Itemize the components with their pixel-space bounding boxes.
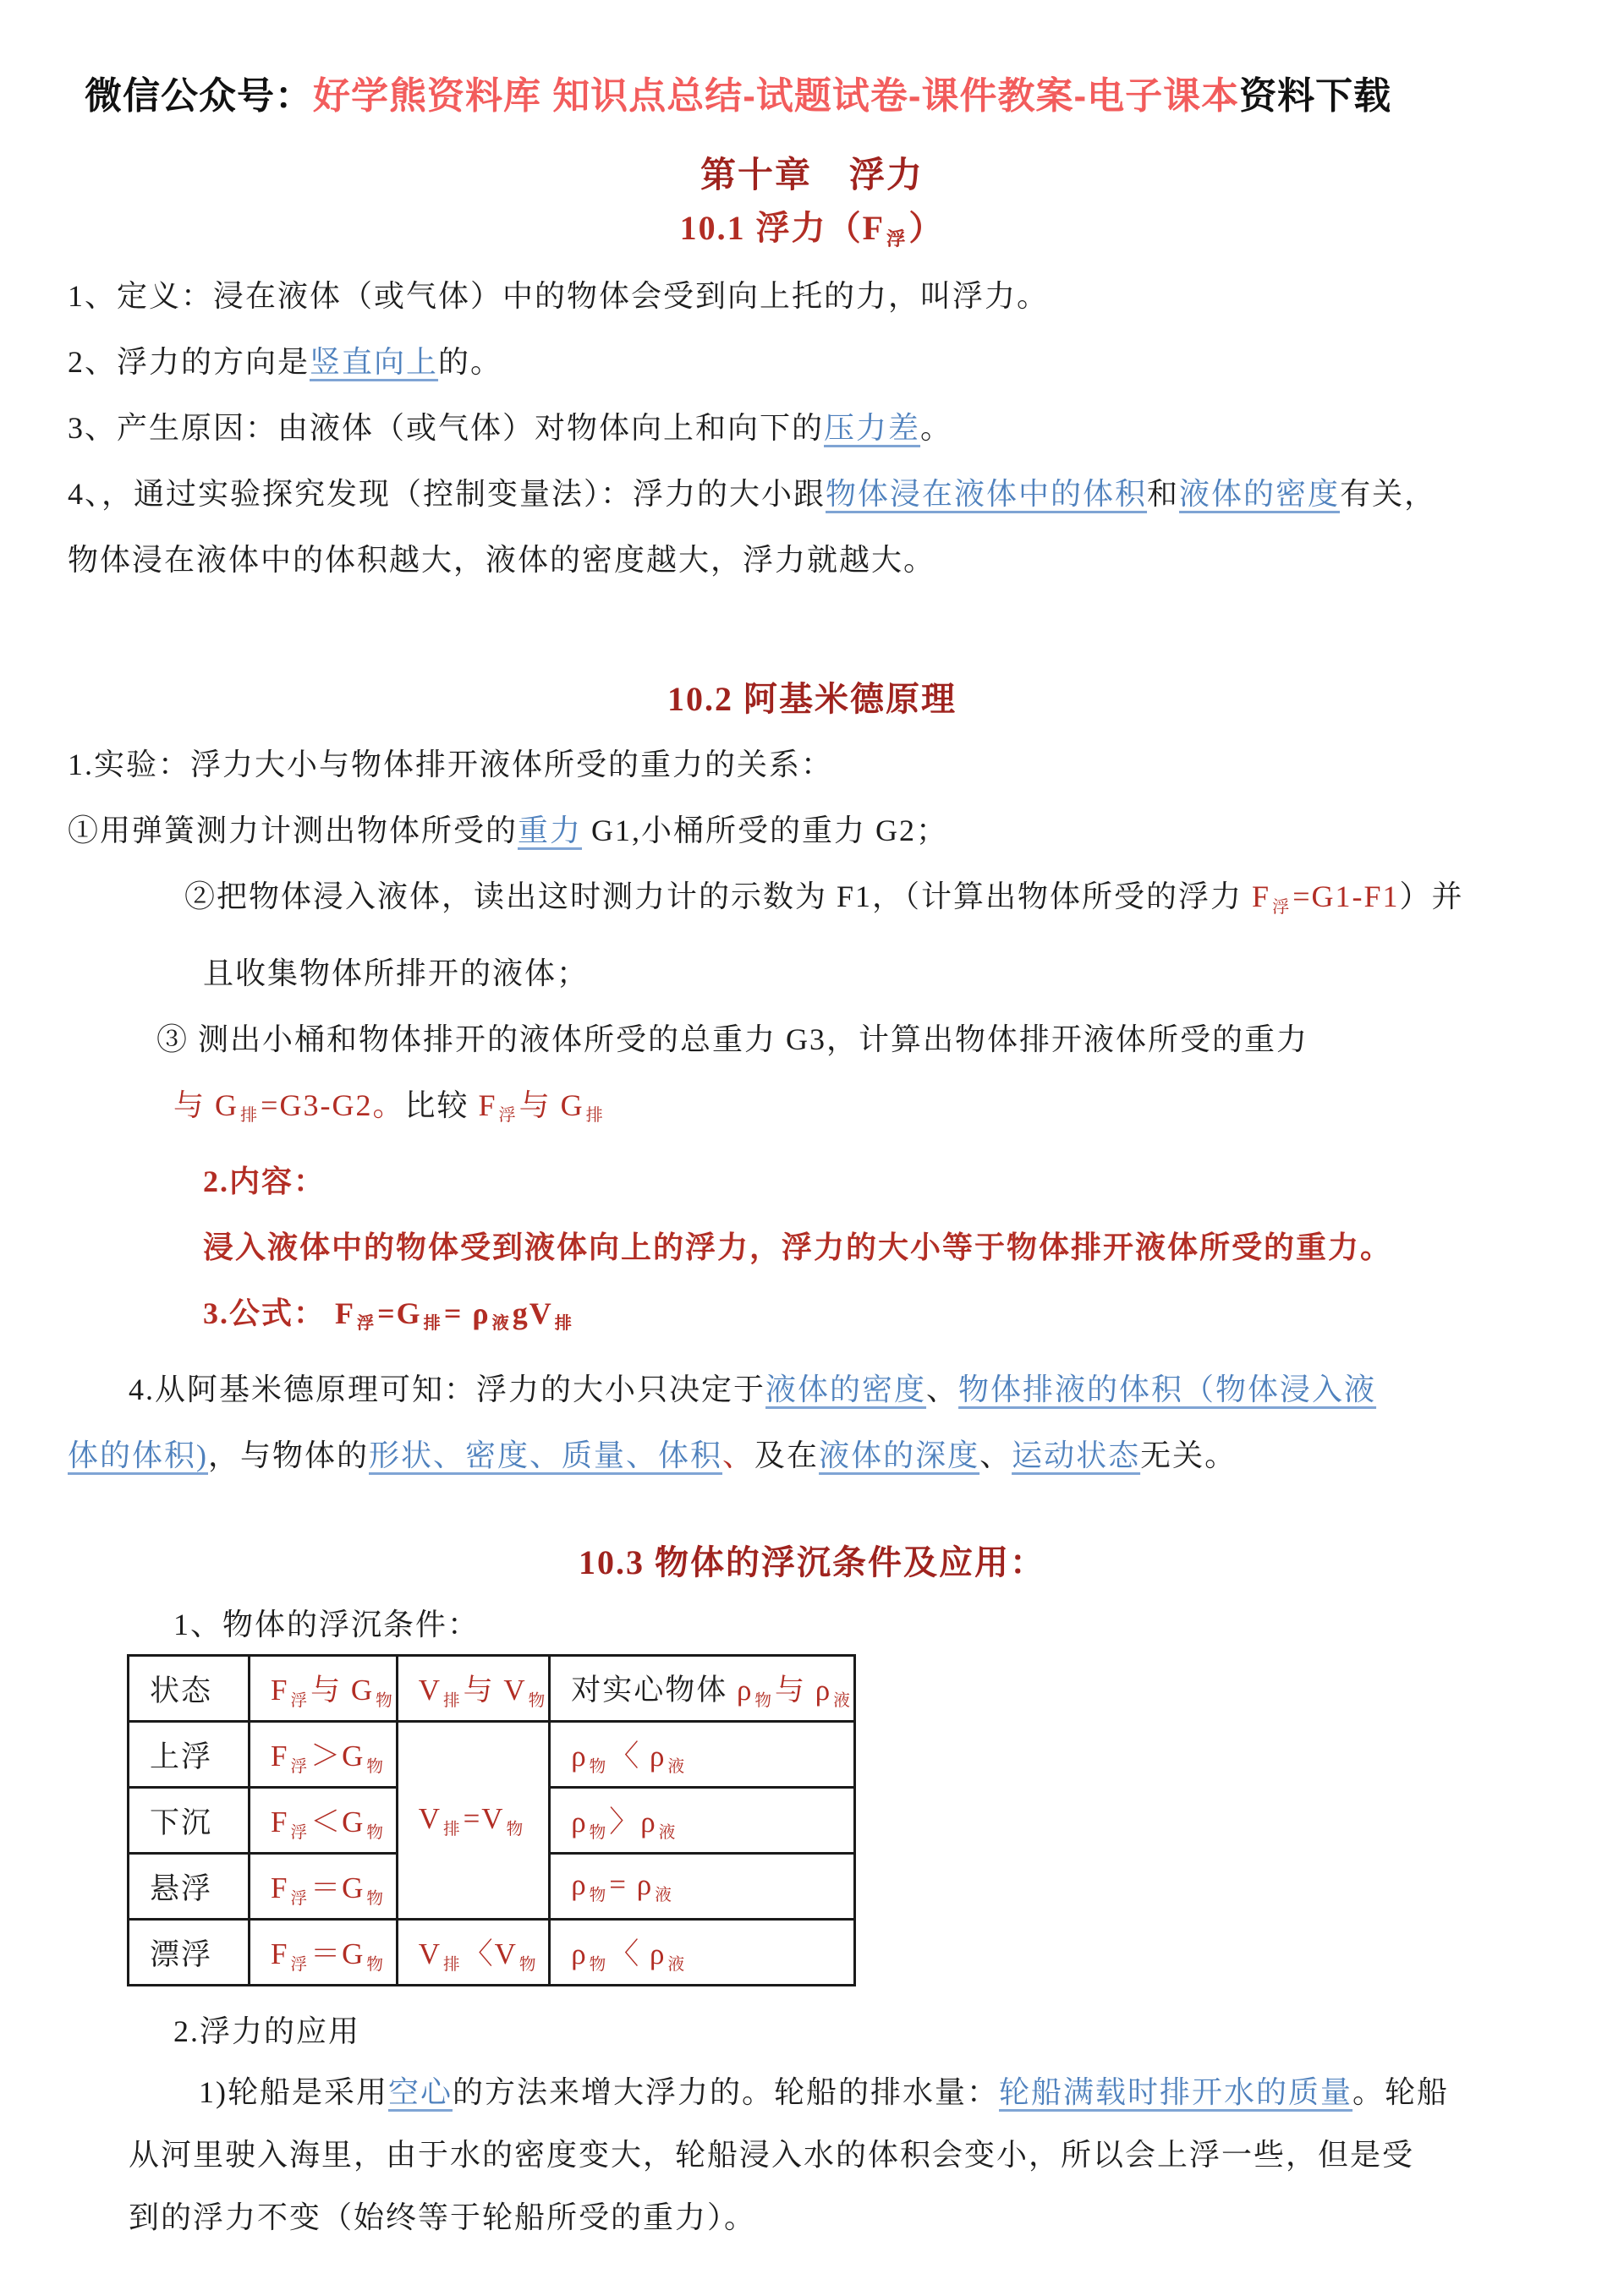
paragraph-step-1 [68,797,1556,863]
text-segment: 浮 [290,1691,310,1710]
underlined-answer-text: 液体的密度 [1179,477,1341,512]
paragraph-inference-cont [68,1422,1556,1488]
text-segment: 物 [528,1691,547,1710]
text-segment: ρ [571,1806,588,1839]
text-segment: 物 [589,1823,608,1842]
underlined-answer-text: 压力差 [824,411,921,446]
text-segment: 物 [366,1889,385,1908]
text-segment: 1、物体的浮沉条件： [173,1608,480,1642]
text-segment: 3.公式： F [203,1296,355,1331]
text-segment: 1.实验：浮力大小与物体排开液体所受的重力的关系： [68,748,834,782]
section-title-10-2: 10.2 阿基米德原理 [667,680,957,719]
text-segment: 浮 [886,228,908,250]
text-segment: F [271,1674,289,1707]
text-segment: ρ [571,1740,588,1773]
text-segment: 浮 [1272,897,1292,917]
text-segment: 物体浸在液体中的体积越大，液体的密度越大，浮力就越大。 [68,543,936,578]
cell-force [250,1920,398,1986]
text-segment: ①用弹簧测力计测出物体所受的 [68,814,518,848]
text-segment: 4、，通过实验探究发现（控制变量法）：浮力的大小跟 [68,477,826,512]
text-segment: 排 [442,1955,462,1974]
text-segment: 液 [667,1757,687,1776]
paragraph-archimedes-exp [68,732,1556,797]
text-segment: ρ [571,1868,588,1902]
text-segment: ③ 测出小桶和物体排开的液体所受的总重力 G3，计算出物体排开液体所受的重力 [156,1022,1309,1056]
underlined-answer-text: 液体的深度 [819,1438,980,1473]
text-segment: ＞G [310,1740,365,1773]
table-row-float [129,1920,855,1986]
paragraph-float-sink-conditions [68,1595,1556,1654]
text-segment: =G [377,1296,422,1331]
text-segment: 浮 [357,1314,376,1334]
section-title-10-3: 10.3 物体的浮沉条件及应用： [579,1543,1045,1582]
text-segment: F [271,1871,289,1905]
text-segment: 漂浮 [150,1937,213,1971]
text-segment: 。轮船 [1352,2075,1450,2110]
text-segment: 浮 [290,1757,310,1776]
text-segment: 从河里驶入海里，由于水的密度变大，轮船浸入水的体积会变小，所以会上浮一些，但是受 [129,2138,1415,2173]
text-segment: 浮 [290,1955,310,1974]
text-segment: 浮 [290,1823,310,1842]
underlined-answer-text: 运动状态 [1012,1438,1141,1473]
paragraph-ship-cont-2 [68,2186,1556,2249]
buoyancy-conditions-table [127,1654,856,1986]
text-segment: 物 [366,1955,385,1974]
paragraph-ship [68,2061,1556,2123]
underlined-answer-text: 物体浸在液体中的体积 [826,477,1148,512]
cell-volume [397,1920,550,1986]
paragraph-ship-cont-1 [68,2123,1556,2186]
text-segment: 浸入液体中的物体受到液体向上的浮力，浮力的大小等于物体排开液体所受的重力。 [203,1230,1393,1265]
text-segment: F [1252,879,1271,914]
cell-state [129,1788,250,1854]
paragraph-step-2-cont [68,940,1556,1006]
text-segment: F [271,1937,289,1971]
text-segment: 2.内容： [203,1164,326,1199]
text-segment: 比较 [404,1088,479,1122]
text-segment: =V [463,1802,505,1836]
text-segment: ρ [571,1937,588,1971]
text-segment: 排 [585,1106,605,1126]
text-segment: = ρ [443,1296,491,1331]
underlined-answer-text: 体的体积) [68,1438,208,1473]
text-segment: ②把物体浸入液体，读出这时测力计的示数为 F1，（计算出物体所受的浮力 [184,879,1253,914]
underlined-answer-text: 形状、密度、质量、体积 [369,1438,723,1473]
header-brand: 好学熊资料库 知识点总结-试题试卷-课件教案-电子课本 [313,75,1240,117]
text-segment: =G1-F1 [1292,879,1400,914]
text-segment: F [271,1740,289,1773]
text-segment: 液 [667,1955,687,1974]
text-segment: ＝G [310,1937,365,1971]
paragraph-direction [68,329,1556,395]
text-segment: 液 [833,1691,852,1710]
text-segment: 物 [589,1757,608,1776]
text-segment: 〈 ρ [609,1937,667,1971]
text-segment: V [418,1802,442,1836]
paragraph-experiment-factors [68,461,1556,527]
text-segment: 物 [589,1955,608,1974]
header-prefix: 微信公众号： [85,75,313,117]
text-segment: 排 [240,1106,260,1126]
text-segment: 悬浮 [150,1871,213,1905]
text-segment: 与 V [463,1674,527,1707]
cell-density [550,1788,855,1854]
cell-force [250,1722,398,1788]
text-segment: ρ [736,1674,754,1707]
underlined-answer-text: 物体排液的体积（物体浸入液 [958,1373,1377,1407]
cell-density [550,1854,855,1920]
text-segment: 、 [926,1373,959,1407]
paragraph-step-3-cont [68,1072,1556,1148]
text-segment: 、 [979,1438,1012,1473]
text-segment: 1、定义：浸在液体（或气体）中的物体会受到向上托的力，叫浮力。 [68,279,1050,314]
text-segment: 排 [423,1314,442,1334]
text-segment: 液 [658,1823,678,1842]
section-title-10-1 [68,205,1556,263]
wechat-promo-header [68,69,1556,123]
text-segment: 物 [589,1886,608,1904]
paragraph-application-label [68,2002,1556,2061]
text-segment: 排 [554,1314,573,1334]
underlined-answer-text: 重力 [518,814,583,848]
table-header-force [250,1656,398,1722]
text-segment: gV [512,1296,553,1331]
text-segment: 状态 [150,1674,213,1707]
cell-state [129,1920,250,1986]
cell-density [550,1722,855,1788]
text-segment: F [478,1088,497,1122]
paragraph-content-label [68,1148,1556,1214]
underlined-answer-text: 液体的密度 [765,1373,927,1407]
underlined-answer-text: 空心 [388,2075,453,2110]
text-segment: 物 [366,1757,385,1776]
paragraph-archimedes-principle [68,1214,1556,1280]
text-segment: ＝G [310,1871,365,1905]
text-segment: 物 [754,1691,774,1710]
text-segment: 有关， [1340,477,1437,512]
text-segment: 与 G [310,1674,375,1707]
cell-density [550,1920,855,1986]
table-header-state [129,1656,250,1722]
text-segment: 4.从阿基米德原理可知：浮力的大小只决定于 [129,1373,766,1407]
text-segment: 和 [1147,477,1180,512]
cell-force [250,1788,398,1854]
text-segment: 3、产生原因：由液体（或气体）对物体向上和向下的 [68,411,825,446]
text-segment: 的。 [438,345,503,380]
text-segment: 无关。 [1140,1438,1237,1473]
cell-volume-merged [397,1722,550,1920]
text-segment: 物 [366,1823,385,1842]
text-segment: 2、浮力的方向是 [68,345,310,380]
text-segment: ）并 [1399,879,1464,914]
text-segment: F [271,1806,289,1839]
paragraph-definition [68,263,1556,329]
text-segment: 。 [920,411,953,446]
text-segment: 与 ρ [775,1674,832,1707]
cell-state [129,1722,250,1788]
text-segment: 的方法来增大浮力的。轮船的排水量： [453,2075,1000,2110]
paragraph-step-2 [68,863,1556,940]
text-segment: 浮 [498,1106,518,1126]
text-segment: 且收集物体所排开的液体； [203,956,590,990]
text-segment: 〈V [463,1937,518,1971]
text-segment: 物 [518,1955,538,1974]
text-segment: 排 [442,1691,462,1710]
text-segment: =G3-G2。 [261,1088,405,1122]
cell-force [250,1854,398,1920]
text-segment: 液 [655,1886,673,1904]
text-segment: 到的浮力不变（始终等于轮船所受的重力）。 [129,2200,757,2235]
text-segment: 及在 [754,1438,820,1473]
paragraph-experiment-factors-cont [68,527,1556,593]
paragraph-inference [68,1356,1556,1422]
text-segment: 排 [442,1820,462,1838]
text-segment: V [418,1674,442,1707]
text-segment: 、 [722,1438,755,1473]
underlined-answer-text: 竖直向上 [310,345,439,380]
table-row-rise [129,1722,855,1788]
paragraph-cause [68,395,1556,461]
text-segment: 上浮 [150,1740,213,1773]
text-segment: 下沉 [150,1806,213,1839]
table-header-density [550,1656,855,1722]
text-segment: 〈 ρ [609,1740,667,1773]
header-suffix: 资料下载 [1239,75,1392,117]
text-segment: 浮 [290,1889,310,1908]
table-header-row [129,1656,855,1722]
text-segment: 与 G [173,1088,239,1122]
chapter-title: 第十章 浮力 [700,156,924,195]
table-header-volume [397,1656,550,1722]
paragraph-step-3 [68,1006,1556,1072]
text-segment: G1,小桶所受的重力 G2； [582,814,949,848]
text-segment: ，与物体的 [208,1438,370,1473]
text-segment: = ρ [609,1868,654,1902]
paragraph-formula [68,1280,1556,1356]
text-segment: ） [908,209,945,247]
text-segment: ＜G [310,1806,365,1839]
text-segment: 10.1 浮力（F [679,209,886,247]
text-segment: V [418,1937,442,1971]
text-segment: 2.浮力的应用 [173,2014,361,2049]
text-segment: 物 [506,1820,525,1838]
text-segment: 物 [376,1691,394,1710]
text-segment: 与 G [518,1088,584,1122]
cell-state [129,1854,250,1920]
text-segment: 对实心物体 [571,1674,737,1707]
text-segment: 液 [491,1314,511,1334]
text-segment: 1)轮船是采用 [199,2075,388,2110]
text-segment: 〉ρ [609,1806,657,1839]
underlined-answer-text: 轮船满载时排开水的质量 [999,2075,1353,2110]
